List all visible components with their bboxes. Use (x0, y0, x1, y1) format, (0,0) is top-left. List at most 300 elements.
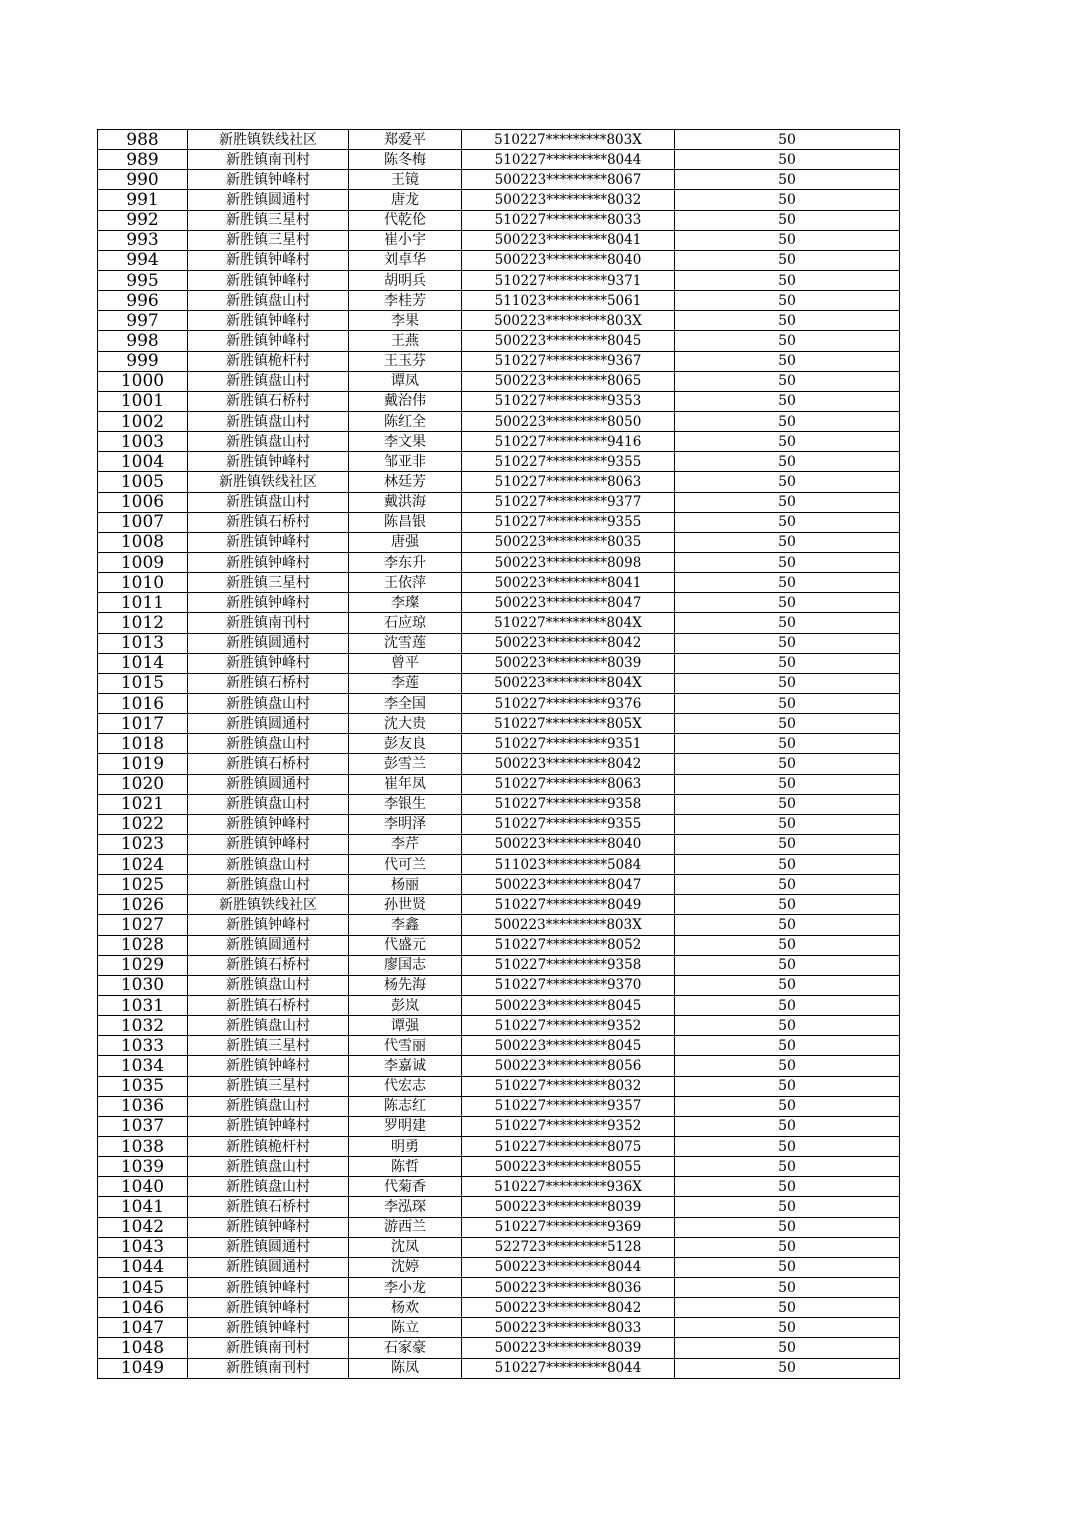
id-number-cell: 500223*********8039 (462, 1338, 675, 1358)
row-number-cell: 1012 (98, 613, 188, 633)
amount-cell: 50 (675, 653, 900, 673)
person-name-cell: 代宏志 (349, 1076, 462, 1096)
person-name-cell: 李明泽 (349, 814, 462, 834)
amount-cell: 50 (675, 855, 900, 875)
row-number-cell: 995 (98, 270, 188, 290)
person-name-cell: 李嘉诚 (349, 1056, 462, 1076)
village-cell: 新胜镇三星村 (188, 573, 349, 593)
person-name-cell: 陈凤 (349, 1358, 462, 1378)
amount-cell: 50 (675, 1157, 900, 1177)
table-row (98, 552, 900, 572)
person-name-cell: 沈凤 (349, 1237, 462, 1257)
table-row (98, 653, 900, 673)
person-name-cell: 石家豪 (349, 1338, 462, 1358)
table-row (98, 975, 900, 995)
table-row (98, 895, 900, 915)
amount-cell: 50 (675, 1217, 900, 1237)
id-number-cell: 500223*********8041 (462, 230, 675, 250)
amount-cell: 50 (675, 794, 900, 814)
person-name-cell: 石应琼 (349, 613, 462, 633)
id-number-cell: 510227*********9358 (462, 794, 675, 814)
id-number-cell: 500223*********803X (462, 311, 675, 331)
village-cell: 新胜镇盘山村 (188, 1177, 349, 1197)
row-number-cell: 1009 (98, 552, 188, 572)
id-number-cell: 510227*********9367 (462, 351, 675, 371)
id-number-cell: 500223*********8044 (462, 1257, 675, 1277)
amount-cell: 50 (675, 270, 900, 290)
table-row (98, 875, 900, 895)
village-cell: 新胜镇盘山村 (188, 794, 349, 814)
person-name-cell: 彭友良 (349, 734, 462, 754)
row-number-cell: 1033 (98, 1036, 188, 1056)
id-number-cell: 510227*********936X (462, 1177, 675, 1197)
row-number-cell: 1002 (98, 411, 188, 431)
row-number-cell: 1042 (98, 1217, 188, 1237)
amount-cell: 50 (675, 673, 900, 693)
row-number-cell: 1019 (98, 754, 188, 774)
amount-cell: 50 (675, 1257, 900, 1277)
id-number-cell: 500223*********8067 (462, 170, 675, 190)
village-cell: 新胜镇钟峰村 (188, 1298, 349, 1318)
row-number-cell: 997 (98, 311, 188, 331)
row-number-cell: 1014 (98, 653, 188, 673)
amount-cell: 50 (675, 1076, 900, 1096)
village-cell: 新胜镇圆通村 (188, 774, 349, 794)
amount-cell: 50 (675, 1056, 900, 1076)
table-row (98, 230, 900, 250)
person-name-cell: 戴洪海 (349, 492, 462, 512)
table-row (98, 754, 900, 774)
amount-cell: 50 (675, 573, 900, 593)
row-number-cell: 1024 (98, 855, 188, 875)
id-number-cell: 500223*********8098 (462, 552, 675, 572)
person-name-cell: 彭雪兰 (349, 754, 462, 774)
table-row (98, 693, 900, 713)
amount-cell: 50 (675, 975, 900, 995)
village-cell: 新胜镇石桥村 (188, 996, 349, 1016)
table-row (98, 935, 900, 955)
table-row (98, 250, 900, 270)
person-name-cell: 沈雪莲 (349, 633, 462, 653)
id-number-cell: 500223*********8042 (462, 1298, 675, 1318)
row-number-cell: 1001 (98, 391, 188, 411)
village-cell: 新胜镇钟峰村 (188, 814, 349, 834)
table-row (98, 794, 900, 814)
village-cell: 新胜镇三星村 (188, 210, 349, 230)
person-name-cell: 代雪丽 (349, 1036, 462, 1056)
id-number-cell: 510227*********9358 (462, 955, 675, 975)
table-row (98, 371, 900, 391)
id-number-cell: 510227*********8049 (462, 895, 675, 915)
person-name-cell: 王玉芬 (349, 351, 462, 371)
id-number-cell: 500223*********8041 (462, 573, 675, 593)
row-number-cell: 1028 (98, 935, 188, 955)
village-cell: 新胜镇盘山村 (188, 855, 349, 875)
amount-cell: 50 (675, 170, 900, 190)
id-number-cell: 510227*********9353 (462, 391, 675, 411)
row-number-cell: 1027 (98, 915, 188, 935)
amount-cell: 50 (675, 814, 900, 834)
person-name-cell: 林廷芳 (349, 472, 462, 492)
table-row (98, 432, 900, 452)
row-number-cell: 1048 (98, 1338, 188, 1358)
row-number-cell: 1043 (98, 1237, 188, 1257)
id-number-cell: 500223*********8045 (462, 1036, 675, 1056)
amount-cell: 50 (675, 613, 900, 633)
person-name-cell: 杨欢 (349, 1298, 462, 1318)
subsidy-list-table (97, 129, 900, 1379)
village-cell: 新胜镇南刊村 (188, 1338, 349, 1358)
amount-cell: 50 (675, 734, 900, 754)
id-number-cell: 510227*********8044 (462, 150, 675, 170)
row-number-cell: 1025 (98, 875, 188, 895)
village-cell: 新胜镇钟峰村 (188, 270, 349, 290)
row-number-cell: 1026 (98, 895, 188, 915)
table-row (98, 593, 900, 613)
row-number-cell: 1011 (98, 593, 188, 613)
id-number-cell: 510227*********8032 (462, 1076, 675, 1096)
person-name-cell: 刘卓华 (349, 250, 462, 270)
village-cell: 新胜镇南刊村 (188, 1358, 349, 1378)
id-number-cell: 510227*********8044 (462, 1358, 675, 1378)
amount-cell: 50 (675, 834, 900, 854)
table-row (98, 532, 900, 552)
amount-cell: 50 (675, 1036, 900, 1056)
amount-cell: 50 (675, 371, 900, 391)
amount-cell: 50 (675, 391, 900, 411)
table-row (98, 331, 900, 351)
village-cell: 新胜镇钟峰村 (188, 915, 349, 935)
amount-cell: 50 (675, 472, 900, 492)
id-number-cell: 500223*********8047 (462, 593, 675, 613)
person-name-cell: 李东升 (349, 552, 462, 572)
row-number-cell: 1021 (98, 794, 188, 814)
id-number-cell: 500223*********8040 (462, 834, 675, 854)
village-cell: 新胜镇石桥村 (188, 1197, 349, 1217)
row-number-cell: 1007 (98, 512, 188, 532)
village-cell: 新胜镇石桥村 (188, 955, 349, 975)
person-name-cell: 王燕 (349, 331, 462, 351)
person-name-cell: 代可兰 (349, 855, 462, 875)
amount-cell: 50 (675, 714, 900, 734)
amount-cell: 50 (675, 774, 900, 794)
id-number-cell: 510227*********9351 (462, 734, 675, 754)
village-cell: 新胜镇盘山村 (188, 1096, 349, 1116)
amount-cell: 50 (675, 1298, 900, 1318)
row-number-cell: 988 (98, 130, 188, 150)
table-row (98, 915, 900, 935)
amount-cell: 50 (675, 331, 900, 351)
table-row (98, 1278, 900, 1298)
person-name-cell: 李泓琛 (349, 1197, 462, 1217)
amount-cell: 50 (675, 351, 900, 371)
person-name-cell: 李璨 (349, 593, 462, 613)
row-number-cell: 1017 (98, 714, 188, 734)
table-row (98, 573, 900, 593)
row-number-cell: 1038 (98, 1137, 188, 1157)
id-number-cell: 500223*********8039 (462, 653, 675, 673)
row-number-cell: 1044 (98, 1257, 188, 1277)
person-name-cell: 陈志红 (349, 1096, 462, 1116)
table-row (98, 834, 900, 854)
amount-cell: 50 (675, 190, 900, 210)
id-number-cell: 510227*********9357 (462, 1096, 675, 1116)
table-row (98, 714, 900, 734)
amount-cell: 50 (675, 250, 900, 270)
village-cell: 新胜镇铁线社区 (188, 130, 349, 150)
row-number-cell: 1022 (98, 814, 188, 834)
amount-cell: 50 (675, 1237, 900, 1257)
person-name-cell: 王依萍 (349, 573, 462, 593)
person-name-cell: 曾平 (349, 653, 462, 673)
id-number-cell: 510227*********8052 (462, 935, 675, 955)
table-row (98, 1157, 900, 1177)
row-number-cell: 1003 (98, 432, 188, 452)
person-name-cell: 游西兰 (349, 1217, 462, 1237)
table-row (98, 472, 900, 492)
row-number-cell: 1016 (98, 693, 188, 713)
village-cell: 新胜镇圆通村 (188, 190, 349, 210)
village-cell: 新胜镇钟峰村 (188, 552, 349, 572)
village-cell: 新胜镇铁线社区 (188, 895, 349, 915)
id-number-cell: 500223*********803X (462, 915, 675, 935)
id-number-cell: 510227*********9352 (462, 1016, 675, 1036)
row-number-cell: 1036 (98, 1096, 188, 1116)
village-cell: 新胜镇钟峰村 (188, 593, 349, 613)
amount-cell: 50 (675, 230, 900, 250)
person-name-cell: 郑爱平 (349, 130, 462, 150)
id-number-cell: 510227*********803X (462, 130, 675, 150)
person-name-cell: 陈冬梅 (349, 150, 462, 170)
amount-cell: 50 (675, 1096, 900, 1116)
village-cell: 新胜镇钟峰村 (188, 170, 349, 190)
amount-cell: 50 (675, 754, 900, 774)
village-cell: 新胜镇钟峰村 (188, 331, 349, 351)
amount-cell: 50 (675, 492, 900, 512)
table-row (98, 1177, 900, 1197)
id-number-cell: 510227*********9355 (462, 512, 675, 532)
row-number-cell: 1030 (98, 975, 188, 995)
table-row (98, 190, 900, 210)
amount-cell: 50 (675, 210, 900, 230)
person-name-cell: 邹亚非 (349, 452, 462, 472)
amount-cell: 50 (675, 1016, 900, 1036)
person-name-cell: 李莲 (349, 673, 462, 693)
village-cell: 新胜镇钟峰村 (188, 250, 349, 270)
row-number-cell: 1010 (98, 573, 188, 593)
amount-cell: 50 (675, 593, 900, 613)
id-number-cell: 510227*********9355 (462, 452, 675, 472)
village-cell: 新胜镇钟峰村 (188, 452, 349, 472)
amount-cell: 50 (675, 1137, 900, 1157)
id-number-cell: 500223*********8039 (462, 1197, 675, 1217)
amount-cell: 50 (675, 1318, 900, 1338)
table-row (98, 1056, 900, 1076)
amount-cell: 50 (675, 915, 900, 935)
village-cell: 新胜镇钟峰村 (188, 311, 349, 331)
table-row (98, 1137, 900, 1157)
amount-cell: 50 (675, 432, 900, 452)
person-name-cell: 王镜 (349, 170, 462, 190)
person-name-cell: 代菊香 (349, 1177, 462, 1197)
person-name-cell: 李文果 (349, 432, 462, 452)
id-number-cell: 500223*********8042 (462, 754, 675, 774)
village-cell: 新胜镇钟峰村 (188, 1278, 349, 1298)
id-number-cell: 500223*********8040 (462, 250, 675, 270)
id-number-cell: 511023*********5061 (462, 291, 675, 311)
village-cell: 新胜镇铁线社区 (188, 472, 349, 492)
row-number-cell: 1018 (98, 734, 188, 754)
amount-cell: 50 (675, 693, 900, 713)
person-name-cell: 孙世贤 (349, 895, 462, 915)
id-number-cell: 522723*********5128 (462, 1237, 675, 1257)
id-number-cell: 500223*********8042 (462, 633, 675, 653)
id-number-cell: 510227*********8063 (462, 472, 675, 492)
table-row (98, 1197, 900, 1217)
row-number-cell: 1034 (98, 1056, 188, 1076)
table-row (98, 673, 900, 693)
table-row (98, 411, 900, 431)
id-number-cell: 500223*********8035 (462, 532, 675, 552)
table-row (98, 1318, 900, 1338)
person-name-cell: 李果 (349, 311, 462, 331)
id-number-cell: 510227*********8063 (462, 774, 675, 794)
table-row (98, 855, 900, 875)
table-row (98, 1257, 900, 1277)
person-name-cell: 谭凤 (349, 371, 462, 391)
row-number-cell: 1041 (98, 1197, 188, 1217)
table-row (98, 1036, 900, 1056)
row-number-cell: 1040 (98, 1177, 188, 1197)
person-name-cell: 李小龙 (349, 1278, 462, 1298)
id-number-cell: 500223*********8056 (462, 1056, 675, 1076)
village-cell: 新胜镇盘山村 (188, 693, 349, 713)
village-cell: 新胜镇桅杆村 (188, 1137, 349, 1157)
person-name-cell: 崔小宇 (349, 230, 462, 250)
person-name-cell: 彭岚 (349, 996, 462, 1016)
village-cell: 新胜镇钟峰村 (188, 1116, 349, 1136)
village-cell: 新胜镇三星村 (188, 230, 349, 250)
table-row (98, 955, 900, 975)
village-cell: 新胜镇圆通村 (188, 1237, 349, 1257)
row-number-cell: 1039 (98, 1157, 188, 1177)
village-cell: 新胜镇石桥村 (188, 673, 349, 693)
person-name-cell: 李桂芳 (349, 291, 462, 311)
id-number-cell: 500223*********8047 (462, 875, 675, 895)
row-number-cell: 1032 (98, 1016, 188, 1036)
person-name-cell: 沈大贵 (349, 714, 462, 734)
person-name-cell: 胡明兵 (349, 270, 462, 290)
person-name-cell: 谭强 (349, 1016, 462, 1036)
row-number-cell: 993 (98, 230, 188, 250)
amount-cell: 50 (675, 150, 900, 170)
table-row (98, 270, 900, 290)
row-number-cell: 996 (98, 291, 188, 311)
village-cell: 新胜镇石桥村 (188, 391, 349, 411)
table-row (98, 1338, 900, 1358)
row-number-cell: 1047 (98, 1318, 188, 1338)
person-name-cell: 陈红全 (349, 411, 462, 431)
amount-cell: 50 (675, 532, 900, 552)
village-cell: 新胜镇钟峰村 (188, 834, 349, 854)
row-number-cell: 1046 (98, 1298, 188, 1318)
amount-cell: 50 (675, 552, 900, 572)
id-number-cell: 500223*********8032 (462, 190, 675, 210)
amount-cell: 50 (675, 291, 900, 311)
id-number-cell: 500223*********8036 (462, 1278, 675, 1298)
id-number-cell: 510227*********9371 (462, 270, 675, 290)
person-name-cell: 代盛元 (349, 935, 462, 955)
table-row (98, 1116, 900, 1136)
amount-cell: 50 (675, 1358, 900, 1378)
table-row (98, 170, 900, 190)
row-number-cell: 998 (98, 331, 188, 351)
village-cell: 新胜镇钟峰村 (188, 1217, 349, 1237)
village-cell: 新胜镇圆通村 (188, 1257, 349, 1277)
person-name-cell: 李鑫 (349, 915, 462, 935)
id-number-cell: 510227*********9370 (462, 975, 675, 995)
table-row (98, 452, 900, 472)
table-row (98, 1016, 900, 1036)
village-cell: 新胜镇圆通村 (188, 633, 349, 653)
row-number-cell: 1020 (98, 774, 188, 794)
id-number-cell: 510227*********8075 (462, 1137, 675, 1157)
table-row (98, 1358, 900, 1378)
person-name-cell: 唐强 (349, 532, 462, 552)
id-number-cell: 500223*********804X (462, 673, 675, 693)
amount-cell: 50 (675, 311, 900, 331)
row-number-cell: 994 (98, 250, 188, 270)
row-number-cell: 1023 (98, 834, 188, 854)
amount-cell: 50 (675, 1197, 900, 1217)
amount-cell: 50 (675, 633, 900, 653)
village-cell: 新胜镇南刊村 (188, 613, 349, 633)
table-row (98, 291, 900, 311)
village-cell: 新胜镇三星村 (188, 1076, 349, 1096)
person-name-cell: 李芹 (349, 834, 462, 854)
village-cell: 新胜镇南刊村 (188, 150, 349, 170)
table-row (98, 774, 900, 794)
table-row (98, 734, 900, 754)
row-number-cell: 1029 (98, 955, 188, 975)
row-number-cell: 1004 (98, 452, 188, 472)
row-number-cell: 1035 (98, 1076, 188, 1096)
village-cell: 新胜镇盘山村 (188, 291, 349, 311)
person-name-cell: 戴治伟 (349, 391, 462, 411)
table-row (98, 391, 900, 411)
row-number-cell: 999 (98, 351, 188, 371)
person-name-cell: 崔年凤 (349, 774, 462, 794)
table-row (98, 633, 900, 653)
village-cell: 新胜镇盘山村 (188, 734, 349, 754)
id-number-cell: 510227*********805X (462, 714, 675, 734)
table-row (98, 1096, 900, 1116)
village-cell: 新胜镇盘山村 (188, 1157, 349, 1177)
row-number-cell: 989 (98, 150, 188, 170)
village-cell: 新胜镇石桥村 (188, 512, 349, 532)
village-cell: 新胜镇盘山村 (188, 492, 349, 512)
village-cell: 新胜镇钟峰村 (188, 1318, 349, 1338)
amount-cell: 50 (675, 1278, 900, 1298)
row-number-cell: 1031 (98, 996, 188, 1016)
table-row (98, 311, 900, 331)
village-cell: 新胜镇盘山村 (188, 875, 349, 895)
table-row (98, 1237, 900, 1257)
village-cell: 新胜镇石桥村 (188, 754, 349, 774)
person-name-cell: 明勇 (349, 1137, 462, 1157)
id-number-cell: 510227*********9376 (462, 693, 675, 713)
id-number-cell: 500223*********8050 (462, 411, 675, 431)
